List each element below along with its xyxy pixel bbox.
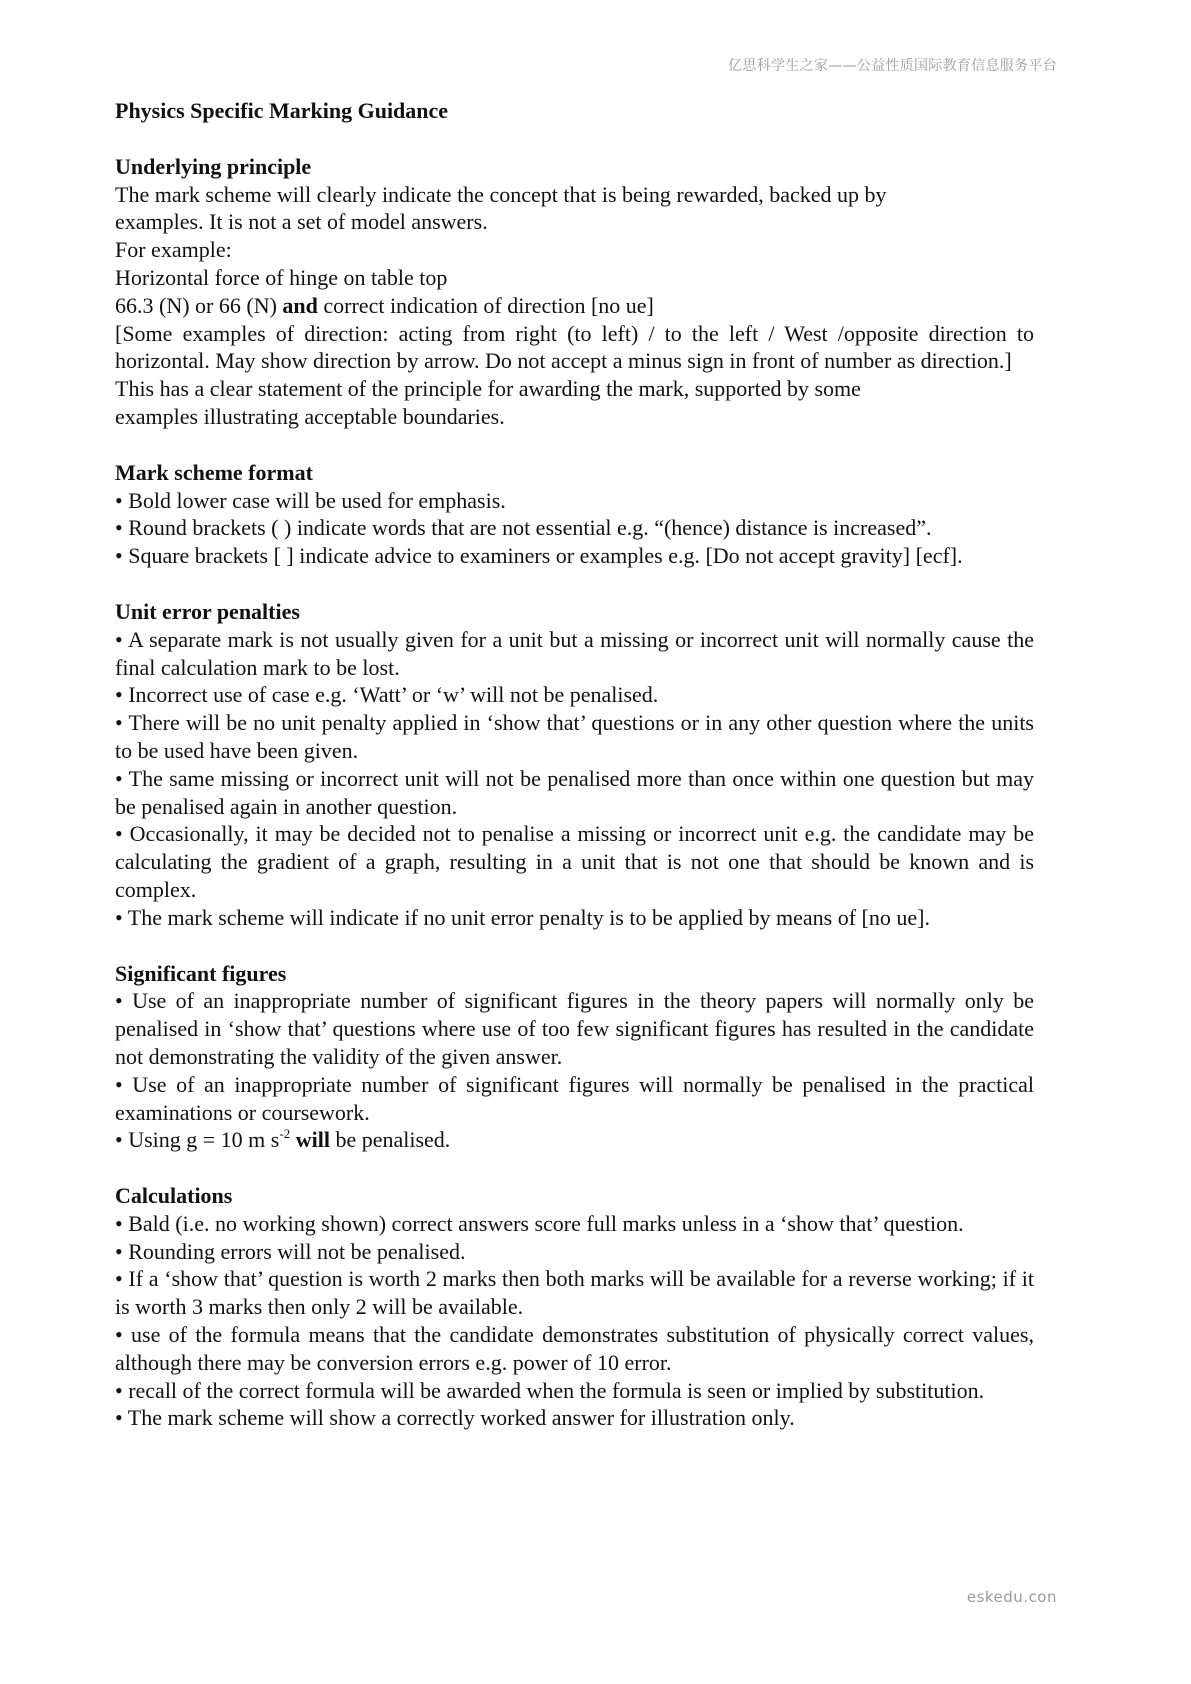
bullet-item: • Rounding errors will not be penalised. — [115, 1238, 466, 1264]
bullet-item: • If a ‘show that’ question is worth 2 marks then both marks will be available for a reverse working; if it is worth 3 marks then only 2 will be available. — [115, 1266, 1034, 1320]
paragraph: For example: — [115, 237, 232, 263]
paragraph: The mark scheme will clearly indicate the concept that is being rewarded, backed up by examples. It is not a set of model answers. — [115, 181, 887, 235]
bullet-item: • Bold lower case will be used for emphasis. — [115, 487, 506, 513]
bullet-item: • Bald (i.e. no working shown) correct answers score full marks unless in a ‘show that’ question. — [115, 1210, 964, 1236]
bullet-item: • A separate mark is not usually given for a unit but a missing or incorrect unit will normally cause the final calculation mark to be lost. — [115, 626, 1034, 680]
bullet-item: • There will be no unit penalty applied in ‘show that’ questions or in any other question where the units to be used have been given. — [115, 710, 1034, 763]
section-underlying-principle — [115, 153, 1034, 431]
bullet-item: • Use of an inappropriate number of significant figures will normally be penalised in the practical examinations or coursework. — [115, 1071, 1034, 1125]
bullet-item: • use of the formula means that the candidate demonstrates substitution of physically correct values, although there may be conversion errors e.g. power of 10 error. — [115, 1322, 1034, 1375]
footer-watermark: eskedu.con — [966, 1588, 1057, 1606]
section-mark-scheme-format — [115, 459, 1034, 570]
bullet-item: • Use of an inappropriate number of significant figures in the theory papers will normally only be penalised in ‘show that’ questions where use of too few significant figures has resulted in the candidate not demonstrating the validity of the given answer. — [115, 988, 1034, 1069]
bullet-item: • The same missing or incorrect unit will not be penalised more than once within one question but may be penalised again in another question. — [115, 765, 1034, 819]
section-heading: Significant figures — [115, 960, 287, 986]
section-calculations — [115, 1182, 1034, 1432]
paragraph: [Some examples of direction: acting from right (to left) / to the left / West /opposite direction to horizontal. May show direction by arrow. Do not accept a minus sign in front of number as direction.] — [115, 320, 1034, 374]
section-heading: Calculations — [115, 1183, 233, 1209]
section-heading: Unit error penalties — [115, 598, 300, 624]
bullet-text: • Using g = 10 m s — [115, 1127, 280, 1153]
header-watermark: 亿思科学生之家——公益性质国际教育信息服务平台 — [728, 58, 1057, 74]
bullet-item-gravity — [115, 1126, 1034, 1154]
emphasis-and: and — [282, 292, 318, 318]
section-significant-figures — [115, 960, 1034, 1155]
section-heading: Underlying principle — [115, 153, 312, 179]
paragraph-answer — [115, 292, 1034, 320]
bullet-item: • The mark scheme will show a correctly worked answer for illustration only. — [115, 1405, 795, 1431]
section-unit-error-penalties — [115, 598, 1034, 932]
document-content — [115, 97, 1034, 1460]
superscript: -2 — [279, 1126, 291, 1142]
bullet-text: be penalised. — [329, 1127, 451, 1153]
answer-text: 66.3 (N) or 66 (N) — [115, 292, 283, 318]
paragraph: Horizontal force of hinge on table top — [115, 264, 448, 290]
bullet-item: • The mark scheme will indicate if no unit error penalty is to be applied by means of [no ue]. — [115, 904, 930, 930]
document-title: Physics Specific Marking Guidance — [115, 98, 449, 123]
bullet-item: • recall of the correct formula will be awarded when the formula is seen or implied by substitution. — [115, 1377, 985, 1403]
bullet-item: • Round brackets ( ) indicate words that are not essential e.g. “(hence) distance is increased”. — [115, 515, 932, 541]
bullet-item: • Occasionally, it may be decided not to penalise a missing or incorrect unit e.g. the candidate may be calculating the gradient of a graph, resulting in a unit that is not one that should be known and is complex. — [115, 821, 1034, 902]
bullet-item: • Square brackets [ ] indicate advice to examiners or examples e.g. [Do not accept gravity] [ecf]. — [115, 543, 963, 569]
bullet-item: • Incorrect use of case e.g. ‘Watt’ or ‘w’ will not be penalised. — [115, 682, 659, 708]
emphasis-will: will — [290, 1127, 330, 1153]
answer-text: correct indication of direction [no ue] — [317, 292, 654, 318]
paragraph: This has a clear statement of the principle for awarding the mark, supported by some examples illustrating acceptable boundaries. — [115, 376, 861, 429]
section-heading: Mark scheme format — [115, 459, 313, 485]
